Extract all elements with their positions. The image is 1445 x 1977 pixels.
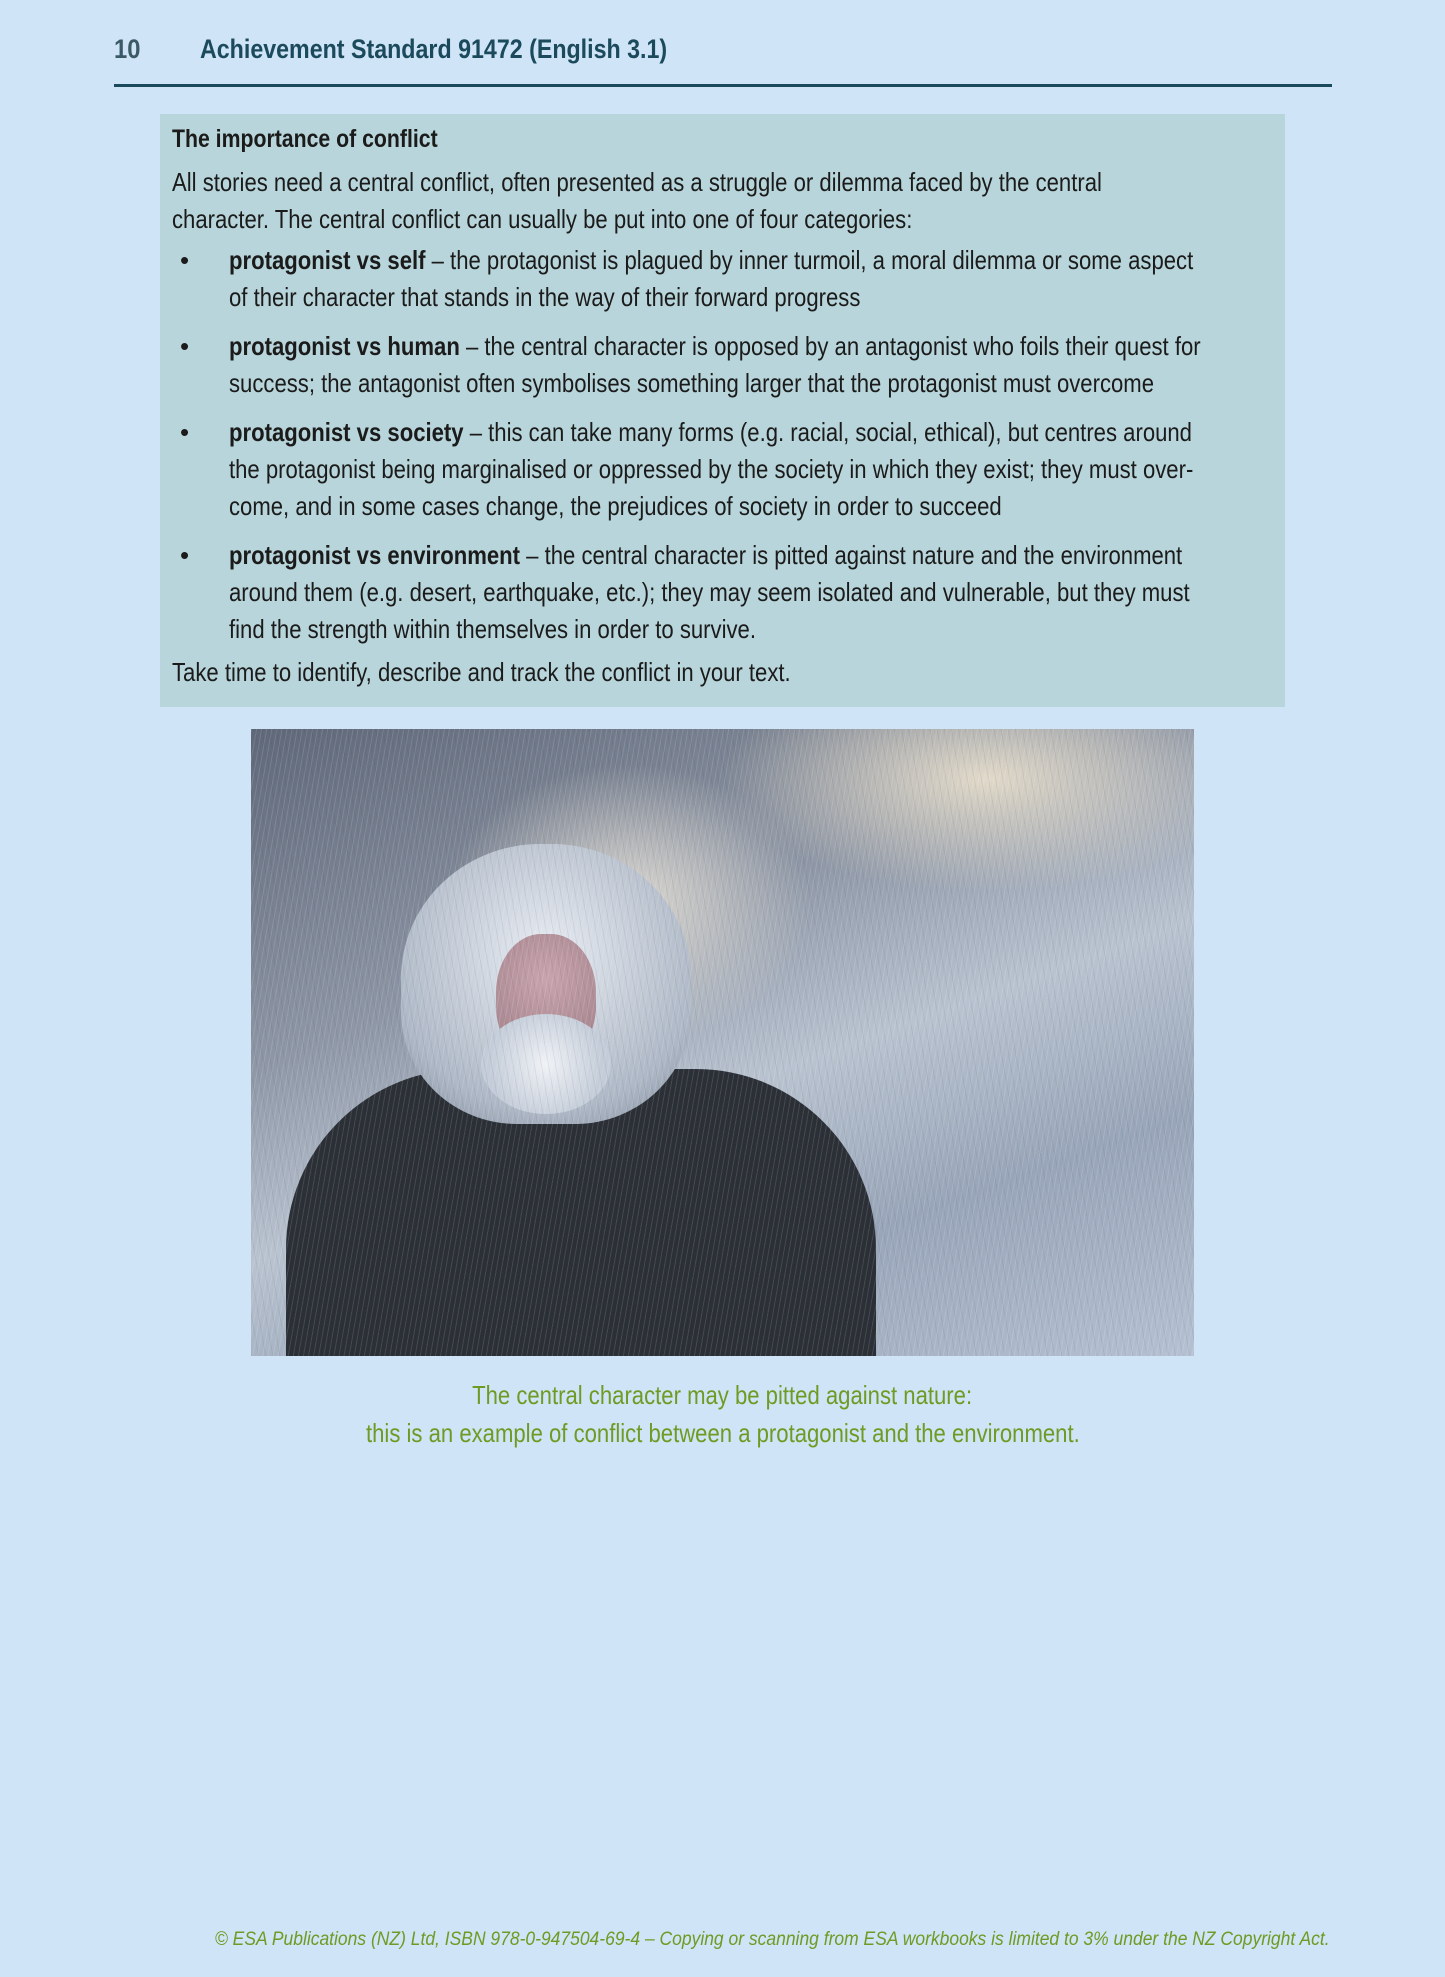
photo-caption-line-2: [0, 1414, 1445, 1452]
page-header: [114, 28, 1332, 87]
conflict-desc: success; the antagonist often symbolises something larger that the protagonist must overcome: [229, 368, 1154, 398]
blizzard-photo: [251, 729, 1194, 1356]
photo-snow-overlay: [251, 729, 1194, 1356]
conflict-list: [172, 242, 1273, 648]
caption-text: The central character may be pitted against nature:: [472, 1380, 973, 1410]
bullet-icon: •: [180, 540, 190, 570]
list-item: [172, 414, 1273, 525]
bullet-icon: •: [180, 417, 190, 447]
conflict-desc: the protagonist being marginalised or oppressed by the society in which they exist; they must over-: [229, 454, 1194, 484]
list-item: [172, 242, 1273, 316]
conflict-desc: – the central character is pitted against nature and the environment: [520, 540, 1183, 570]
caption-text: this is an example of conflict between a protagonist and the environment.: [365, 1418, 1080, 1448]
intro-line: character. The central conflict can usually be put into one of four categories:: [172, 204, 913, 234]
box-closing: Take time to identify, describe and track the conflict in your text.: [172, 657, 791, 687]
intro-line: All stories need a central conflict, often presented as a struggle or dilemma faced by the central: [172, 167, 1102, 197]
conflict-term: protagonist vs human: [229, 331, 460, 361]
list-item: [172, 537, 1273, 648]
conflict-desc: around them (e.g. desert, earthquake, etc.); they may seem isolated and vulnerable, but they must: [229, 577, 1190, 607]
bullet-icon: •: [180, 245, 190, 275]
conflict-desc: – this can take many forms (e.g. racial, social, ethical), but centres around: [463, 417, 1192, 447]
box-intro: [172, 164, 1273, 238]
conflict-desc: – the protagonist is plagued by inner turmoil, a moral dilemma or some aspect: [425, 245, 1194, 275]
header-title: Achievement Standard 91472 (English 3.1): [200, 34, 668, 64]
conflict-desc: of their character that stands in the way of their forward progress: [229, 282, 861, 312]
bullet-icon: •: [180, 331, 190, 361]
page-number: 10: [114, 34, 141, 64]
conflict-term: protagonist vs society: [229, 417, 464, 447]
photo-caption-line-1: [0, 1376, 1445, 1414]
copyright-footer: © ESA Publications (NZ) Ltd, ISBN 978-0-947504-69-4 – Copying or scanning from ESA workbooks is limited to 3% under the NZ Copyright Act.: [215, 1929, 1330, 1950]
conflict-term: protagonist vs environment: [229, 540, 521, 570]
list-item: [172, 328, 1273, 402]
box-title: The importance of conflict: [172, 125, 438, 153]
conflict-desc: find the strength within themselves in order to survive.: [229, 614, 756, 644]
conflict-term: protagonist vs self: [229, 245, 426, 275]
conflict-desc: come, and in some cases change, the prejudices of society in order to succeed: [229, 491, 1002, 521]
conflict-desc: – the central character is opposed by an antagonist who foils their quest for: [459, 331, 1201, 361]
conflict-info-box: [160, 114, 1285, 707]
